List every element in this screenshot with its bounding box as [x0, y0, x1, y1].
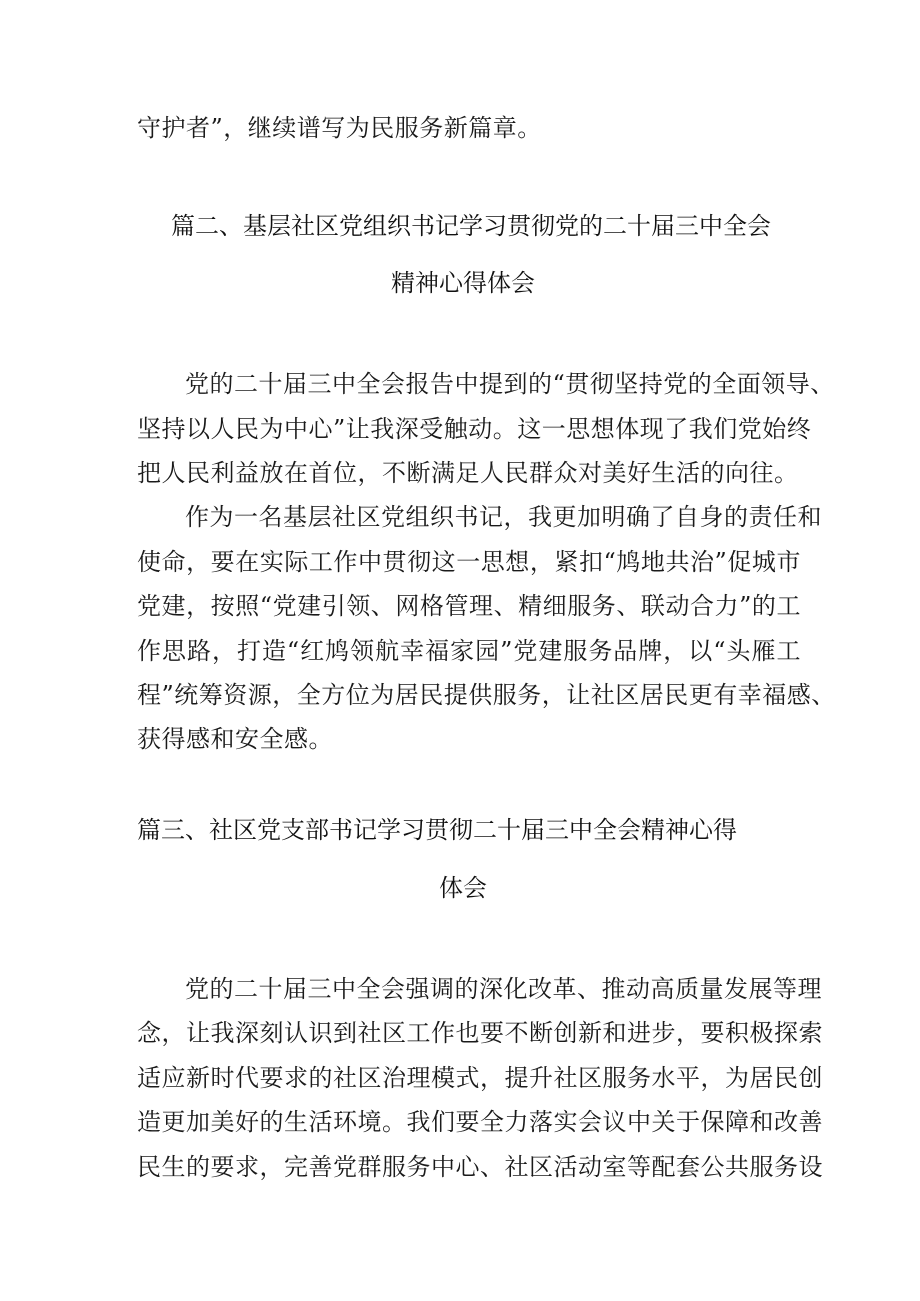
section2-p1-line3: 把人民利益放在首位，不断满足人民群众对美好生活的向往。: [137, 459, 799, 487]
section2-p2-line6: 获得感和安全感。: [137, 725, 333, 753]
section3-title-line2: 体会: [439, 874, 487, 902]
section3-p1-line1: 党的二十届三中全会强调的深化改革、推动高质量发展等理: [185, 975, 822, 1003]
section2-p2-line1: 作为一名基层社区党组织书记，我更加明确了自身的责任和: [185, 503, 822, 531]
section2-p2-line2: 使命，要在实际工作中贯彻这一思想，紧扣“鸠地共治”促城市: [137, 548, 801, 576]
top-fragment-line: 守护者”，继续谱写为民服务新篇章。: [137, 114, 542, 142]
section3-p1-line5: 民生的要求，完善党群服务中心、社区活动室等配套公共服务设: [137, 1153, 823, 1181]
section3-p1-line2: 念，让我深刻认识到社区工作也要不断创新和进步，要积极探索: [137, 1019, 823, 1047]
section3-p1-line3: 适应新时代要求的社区治理模式，提升社区服务水平，为居民创: [137, 1064, 823, 1092]
section2-p1-line1: 党的二十届三中全会报告中提到的“贯彻坚持党的全面领导、: [185, 370, 835, 398]
section2-p2-line3: 党建，按照“党建引领、网格管理、精细服务、联动合力”的工: [137, 592, 801, 620]
section3-p1-line4: 造更加美好的生活环境。我们要全力落实会议中关于保障和改善: [137, 1108, 823, 1136]
section2-title-line2: 精神心得体会: [391, 269, 535, 297]
section2-title-line1: 篇二、基层社区党组织书记学习贯彻党的二十届三中全会: [171, 212, 771, 240]
section2-p2-line4: 作思路，打造“红鸠领航幸福家园”党建服务品牌，以“头雁工: [137, 637, 801, 665]
section3-title-line1: 篇三、社区党支部书记学习贯彻二十届三中全会精神心得: [137, 816, 737, 844]
section2-p2-line5: 程”统筹资源，全方位为居民提供服务，让社区居民更有幸福感、: [137, 681, 836, 709]
section2-p1-line2: 坚持以人民为中心”让我深受触动。这一思想体现了我们党始终: [137, 415, 812, 443]
